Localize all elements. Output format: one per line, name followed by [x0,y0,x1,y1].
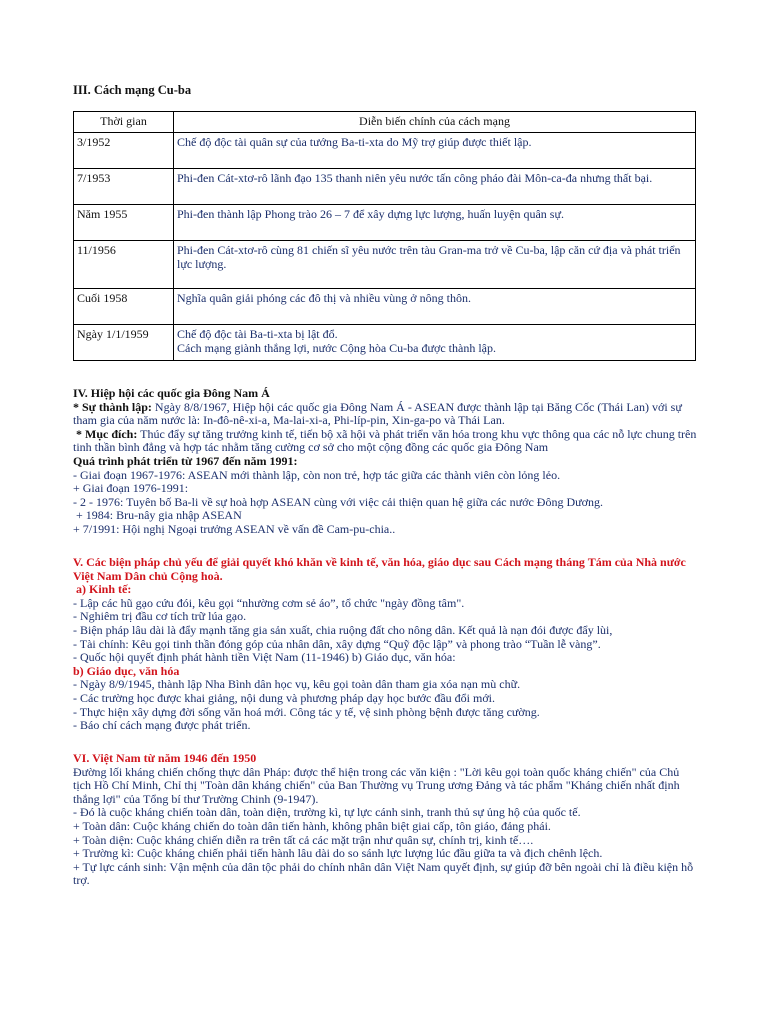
list-item: - Các trường học được khai giảng, nội dung và phương pháp dạy học bước đầu đổi mới. [73,690,495,705]
purpose-paragraph [73,428,698,455]
row-time: 11/1956 [74,241,174,289]
event-line: Phi-đen Cát-xtơ-rô lãnh đạo 135 thanh niên yêu nước tấn công pháo đài Môn-ca-đa nhưng thất bại. [177,171,653,185]
list-item: + 1984: Bru-nây gia nhập ASEAN [73,508,242,523]
row-event [174,241,696,289]
process-title: Quá trình phát triển từ 1967 đến năm 1991: [73,453,298,468]
row-event [174,169,696,205]
table-row [74,133,696,169]
table-row [74,169,696,205]
section-4 [73,387,698,537]
list-item: - Ngày 8/9/1945, thành lập Nha Bình dân học vụ, kêu gọi toàn dân tham gia xóa nạn mù chữ. [73,677,521,692]
section-6 [73,752,698,888]
row-event [174,133,696,169]
founding-label: * Sự thành lập: [73,399,152,414]
event-line: Nghĩa quân giải phóng các đô thị và nhiều vùng ở nông thôn. [177,291,471,305]
header-time: Thời gian [74,112,174,133]
table-header-row [74,112,696,133]
row-time: Ngày 1/1/1959 [74,325,174,361]
list-item: + Toàn dân: Cuộc kháng chiến do toàn dân tiến hành, không phân biệt giai cấp, tôn giáo, đảng phái. [73,818,551,833]
list-item: - 2 - 1976: Tuyên bố Ba-li về sự hoà hợp ASEAN cùng với việc cải thiện quan hệ giữa các nước Đông Dương. [73,494,603,509]
list-item: + Toàn diện: Cuộc kháng chiến diễn ra trên tất cả các mặt trận như quân sự, chính trị, kinh tế…. [73,832,534,847]
table-row [74,289,696,325]
event-line: Chế độ độc tài quân sự của tướng Ba-ti-xta do Mỹ trợ giúp được thiết lập. [177,135,532,149]
intro-paragraph: Đường lối kháng chiến chống thực dân Pháp: được thể hiện trong các văn kiện : "Lời kêu gọi toàn quốc kháng chiến" của Chủ tịch Hồ Chí Minh, Chỉ thị "Toàn dân kháng chiến" của Ban Thường vụ Trung ương Đảng và tác phẩm "Kháng chiến nhất định thắng lợi" của Tổng bí thư Trường Chinh (9-1947). [73,764,680,806]
founding-paragraph [73,401,698,428]
list-item: - Báo chí cách mạng được phát triển. [73,718,251,733]
row-time: Cuối 1958 [74,289,174,325]
event-line: Phi-đen thành lập Phong trào 26 – 7 để xây dựng lực lượng, huấn luyện quân sự. [177,207,564,221]
event-line: Phi-đen Cát-xtơ-rô cùng 81 chiến sĩ yêu nước trên tàu Gran-ma trở về Cu-ba, lập căn cứ địa và phát triển lực lượng. [177,243,681,271]
row-time: 3/1952 [74,133,174,169]
list-item: + Trường kì: Cuộc kháng chiến phải tiến hành lâu dài do so sánh lực lượng lúc đầu giữa ta và địch chênh lệch. [73,846,603,861]
row-time: Năm 1955 [74,205,174,241]
section-3-title: III. Cách mạng Cu-ba [73,83,192,97]
row-event [174,205,696,241]
cuba-timeline-table [73,111,696,361]
list-item: + Giai đoạn 1976-1991: [73,481,189,496]
section-5 [73,556,698,733]
table-row [74,205,696,241]
list-item: - Thực hiện xây dựng đời sống văn hoá mới. Công tác y tế, vệ sinh phòng bệnh được tăng cường. [73,704,540,719]
event-line: Chế độ độc tài Ba-ti-xta bị lật đổ. [177,327,338,341]
section-6-title: VI. Việt Nam từ năm 1946 đến 1950 [73,751,257,765]
list-item: - Nghiêm trị đầu cơ tích trữ lúa gạo. [73,609,247,624]
list-item: - Đó là cuộc kháng chiến toàn dân, toàn diện, trường kì, tự lực cánh sinh, tranh thủ sự ủng hộ của quốc tế. [73,805,581,820]
list-item: - Giai đoạn 1967-1976: ASEAN mới thành lập, còn non trẻ, hợp tác giữa các thành viên còn lỏng lẻo. [73,467,561,482]
subheading-education: b) Giáo dục, văn hóa [73,663,180,678]
list-item: + Tự lực cánh sinh: Vận mệnh của dân tộc phải do chính nhân dân Việt Nam quyết định, sự giúp đỡ bên ngoài chỉ là điều kiện hỗ trợ. [73,859,694,888]
table-row [74,241,696,289]
event-line: Cách mạng giành thắng lợi, nước Cộng hòa Cu-ba được thành lập. [177,341,496,355]
list-item: - Lập các hũ gạo cứu đói, kêu gọi “nhường cơm sẻ áo”, tổ chức "ngày đồng tâm". [73,595,465,610]
row-time: 7/1953 [74,169,174,205]
row-event [174,289,696,325]
section-4-title: IV. Hiệp hội các quốc gia Đông Nam Á [73,386,270,400]
subheading-economy: a) Kinh tế: [73,582,132,597]
list-item: - Biện pháp lâu dài là đẩy mạnh tăng gia sản xuất, chia ruộng đất cho nông dân. Kết quả là nạn đói được đẩy lùi, [73,622,613,637]
purpose-label: * Mục đích: [73,426,138,441]
table-row [74,325,696,361]
list-item: - Quốc hội quyết định phát hành tiền Việt Nam (11-1946) b) Giáo dục, văn hóa: [73,650,456,665]
header-events: Diễn biến chính của cách mạng [174,112,696,133]
row-event [174,325,696,361]
purpose-text: Thúc đẩy sự tăng trưởng kinh tế, tiến bộ xã hội và phát triển văn hóa trong khu vực thông qua các nỗ lực chung trên tinh thần bình đẳng và hợp tác nhằm tăng cường cơ sở cho một cộng đồng các quốc gia Đông Nam [73,426,697,455]
list-item: + 7/1991: Hội nghị Ngoại trưởng ASEAN về vấn đề Cam-pu-chia.. [73,521,396,536]
list-item: - Tài chính: Kêu gọi tinh thần đóng góp của nhân dân, xây dựng “Quỹ độc lập” và phong trào “Tuần lễ vàng”. [73,636,601,651]
section-5-title: V. Các biện pháp chủ yếu để giải quyết khó khăn về kinh tế, văn hóa, giáo dục sau Cách mạng tháng Tám của Nhà nước Việt Nam Dân chủ Cộng hoà. [73,555,686,583]
founding-text: Ngày 8/8/1967, Hiệp hội các quốc gia Đông Nam Á - ASEAN được thành lập tại Băng Cốc (Thái Lan) với sự tham gia của năm nước là: In-đô-nê-xi-a, Ma-lai-xi-a, Phi-líp-pin, Xin-ga-po và Thái Lan. [73,399,682,428]
